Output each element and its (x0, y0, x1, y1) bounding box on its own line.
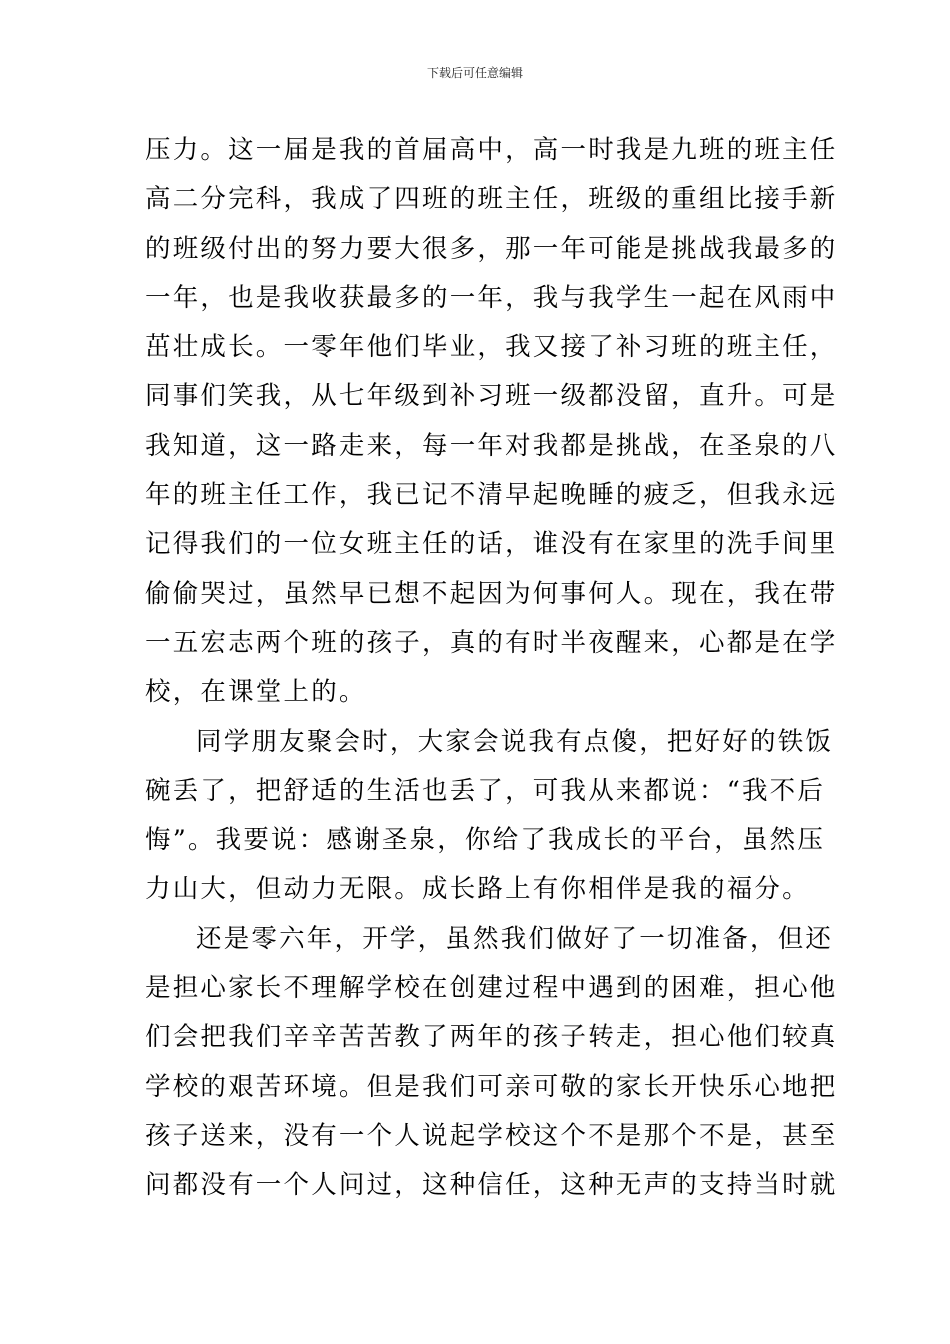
text-line: 茁壮成长。一零年他们毕业，我又接了补习班的班主任， (145, 332, 838, 363)
text-line: 校，在课堂上的。 (145, 677, 367, 708)
text-line: 力山大，但动力无限。成长路上有你相伴是我的福分。 (145, 874, 810, 905)
text-line: 是担心家长不理解学校在创建过程中遇到的困难，担心他 (145, 973, 838, 1004)
text-line: 高二分完科，我成了四班的班主任，班级的重组比接手新 (145, 184, 838, 215)
document-body (145, 126, 838, 1211)
text-line: 记得我们的一位女班主任的话，谁没有在家里的洗手间里 (145, 529, 838, 560)
text-line: 学校的艰苦环境。但是我们可亲可敬的家长开快乐心地把 (145, 1071, 838, 1102)
text-line: 我知道，这一路走来，每一年对我都是挑战，在圣泉的八 (145, 430, 838, 461)
text-line: 一年，也是我收获最多的一年，我与我学生一起在风雨中 (145, 282, 838, 313)
text-line: 一五宏志两个班的孩子，真的有时半夜醒来，心都是在学 (145, 627, 838, 658)
text-line: 年的班主任工作，我已记不清早起晚睡的疲乏，但我永远 (145, 480, 838, 511)
text-line: 同事们笑我，从七年级到补习班一级都没留，直升。可是 (145, 381, 838, 412)
text-line: 偷偷哭过，虽然早已想不起因为何事何人。现在，我在带 (145, 578, 838, 609)
text-line: 悔”。我要说：感谢圣泉，你给了我成长的平台，虽然压 (145, 825, 826, 856)
text-line: 的班级付出的努力要大很多，那一年可能是挑战我最多的 (145, 233, 838, 264)
paragraph-first-line: 同学朋友聚会时，大家会说我有点傻，把好好的铁饭 (196, 726, 834, 757)
paragraph-first-line: 还是零六年，开学，虽然我们做好了一切准备，但还 (196, 923, 834, 954)
page-header: 下载后可任意编辑 (426, 66, 523, 80)
text-line: 们会把我们辛辛苦苦教了两年的孩子转走，担心他们较真 (145, 1022, 838, 1053)
text-line: 问都没有一个人问过，这种信任，这种无声的支持当时就 (145, 1170, 838, 1201)
text-line: 压力。这一届是我的首届高中，高一时我是九班的班主任 (145, 135, 838, 165)
text-line: 孩子送来，没有一个人说起学校这个不是那个不是，甚至 (145, 1120, 838, 1151)
text-line: 碗丢了，把舒适的生活也丢了，可我从来都说：“我不后 (145, 775, 826, 806)
